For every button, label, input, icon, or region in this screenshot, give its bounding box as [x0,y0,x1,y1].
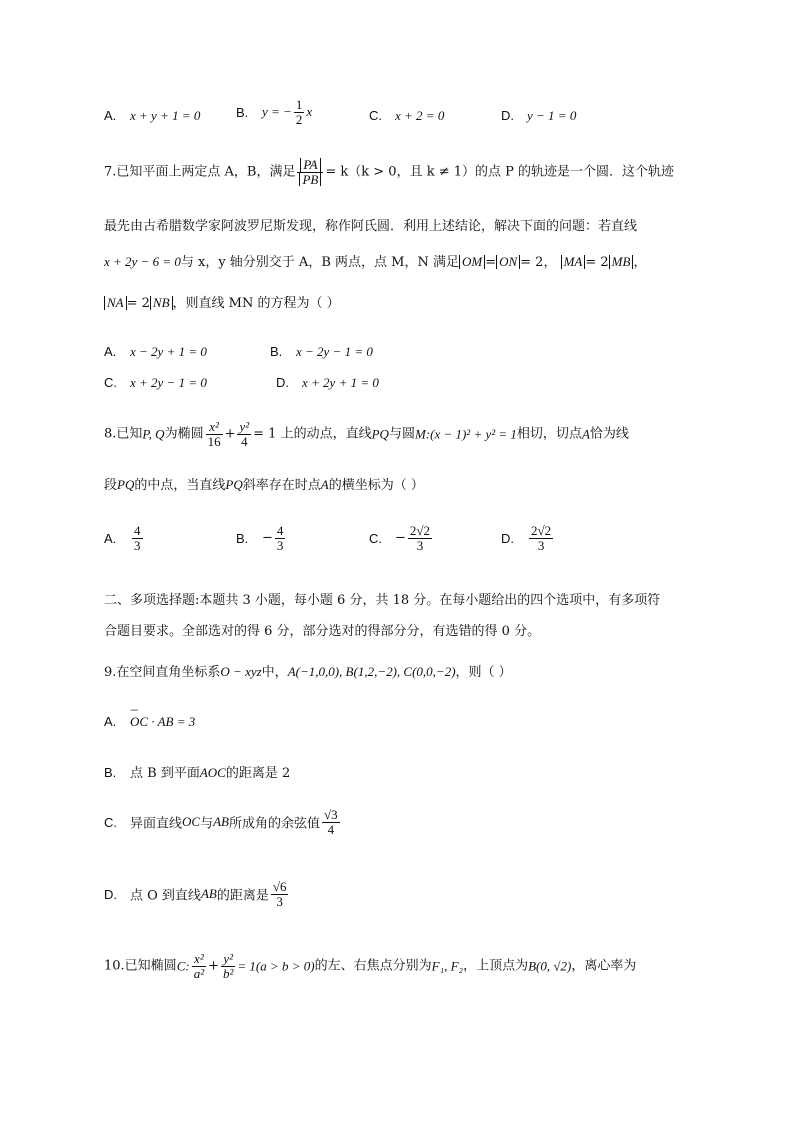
q8-b-fraction: $\frac{4}{3}$ [276,523,284,553]
q6-option-a[interactable]: A. x + y + 1 = 0 [104,108,201,123]
q7-option-a[interactable]: A. x − 2y + 1 = 0 [104,344,207,359]
q8-line-1: 8.已知P, Q为椭圆 $\frac{\text{x²}}{16}$ + $\frac{\text{y²}}{4}$ = 1 上的动点，直线PQ与圆M:(x − 1)² + y² = 1相切，切点A恰为线 [104,419,629,449]
q8-option-a[interactable]: A. $\frac{4}{3}$ [104,523,141,553]
q10-stem: 10.已知椭圆C: $\frac{\text{x²}}{\text{a²}}$ + $\frac{\text{y²}}{\text{b²}}$ = 1(a > b > 0)的左、右焦点分别为F₁, F₂，上顶点为B(0, √2)，离心率为 [104,951,637,981]
q8-a-fraction: $\frac{4}{3}$ [134,523,141,553]
q7-option-c[interactable]: C. x + 2y − 1 = 0 [104,375,207,390]
q9-option-c[interactable]: C. 异面直线OC与AB所成角的余弦值 $\frac{√3}{4}$ [104,807,338,837]
q8-ellipse-x-fraction: $\frac{\text{x²}}{16}$ [207,419,221,449]
section-2-heading-line-1: 二、多项选择题:本题共 3 小题，每小题 6 分，共 18 分。在每小题给出的四个选项中，有多项符 [104,593,661,608]
q7-line-3: x + 2y − 6 = 0与 x，y 轴分别交于 A，B 两点，点 M，N 满足 OM = ON = 2， MA = 2 MB ， [104,254,647,270]
q8-option-c[interactable]: C. − $\frac{2√2}{3}$ [369,523,431,553]
q8-ellipse-y-fraction: $\frac{\text{y²}}{4}$ [239,419,250,449]
q7-option-b[interactable]: B. x − 2y − 1 = 0 [270,344,373,359]
q8-option-d[interactable]: D. $\frac{2√2}{3}$ [501,523,552,553]
q8-line-2: 段PQ的中点，当直线PQ斜率存在时点A的横坐标为（ ） [104,477,424,493]
q7-line-1: 7.已知平面上两定点 A，B，满足 $\frac{PA}{PB}$ = k（k > 0，且 k ≠ 1）的点 P 的轨迹是一个圆．这个轨迹 [104,157,675,187]
q9-option-b[interactable]: B. 点 B 到平面AOC的距离是 2 [104,765,291,781]
q7-line-2: 最先由古希腊数学家阿波罗尼斯发现，称作阿氏圆．利用上述结论，解决下面的问题：若直线 [104,219,638,234]
q8-option-b[interactable]: B. − $\frac{4}{3}$ [236,523,284,553]
section-2-heading-line-2: 合题目要求。全部选对的得 6 分，部分选对的得部分分，有选错的得 0 分。 [104,624,541,639]
q9-stem: 9.在空间直角坐标系O − xyz中，A(−1,0,0), B(1,2,−2), C(0,0,−2)，则（ ） [104,664,512,680]
q8-d-fraction: $\frac{2√2}{3}$ [531,523,552,553]
q6-option-c[interactable]: C. x + 2 = 0 [369,108,445,123]
q7-option-d[interactable]: D. x + 2y + 1 = 0 [276,375,379,390]
q6-b-fraction: $\frac{1}{2}$ [295,97,303,127]
q9-option-d[interactable]: D. 点 O 到直线AB的距离是 $\frac{√6}{3}$ [104,879,287,909]
q10-x-fraction: $\frac{\text{x²}}{\text{a²}}$ [193,951,205,981]
q10-y-fraction: $\frac{\text{y²}}{\text{b²}}$ [223,951,234,981]
q9-c-fraction: $\frac{√3}{4}$ [324,807,338,837]
q7-line-4: NA = 2 NB ，则直线 MN 的方程为（ ） [104,296,340,310]
q9-option-a[interactable]: A.⌣⌣ OC · AB = 3 [104,714,195,730]
q6-option-b[interactable]: B. y = − $\frac{1}{2}$ x [236,97,313,127]
q6-option-d[interactable]: D. y − 1 = 0 [501,108,577,123]
q9-d-fraction: $\frac{√6}{3}$ [272,879,287,909]
q8-c-fraction: $\frac{2√2}{3}$ [409,523,431,553]
q7-ratio-fraction: $\frac{PA}{PB}$ [297,158,323,186]
